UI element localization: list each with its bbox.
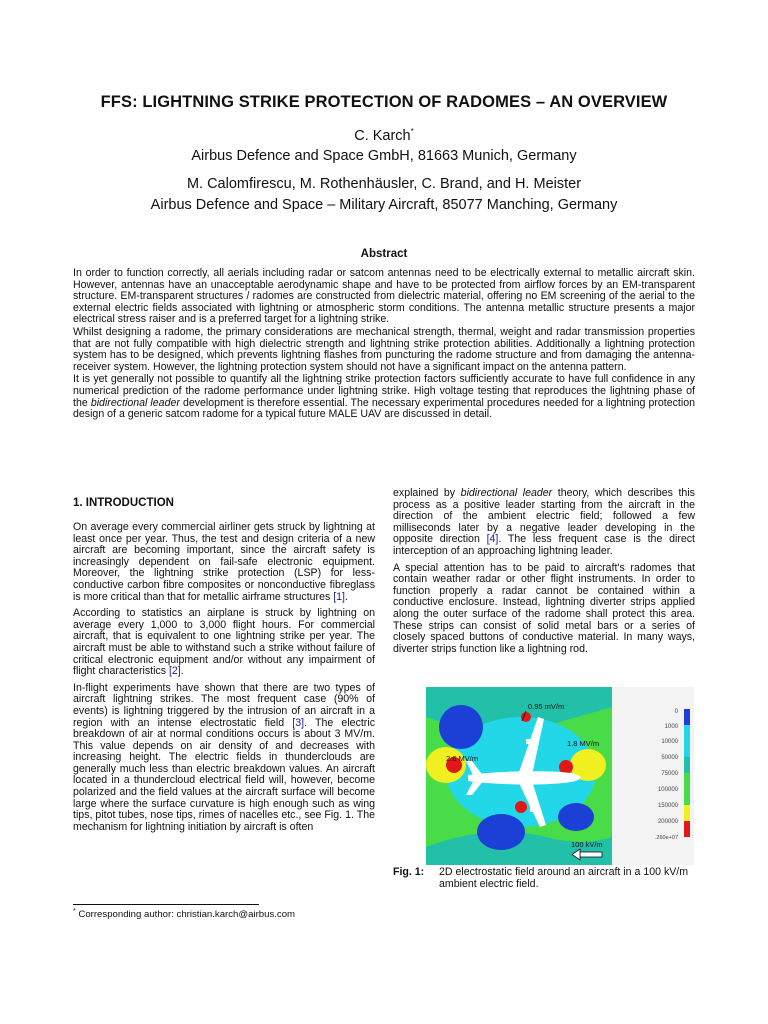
- scale-tick-label: 100000: [657, 787, 678, 793]
- emphasis: bidirectional leader: [460, 487, 553, 499]
- citation-link[interactable]: [1]: [333, 590, 345, 603]
- caption-label: Fig. 1:: [393, 866, 425, 878]
- abstract-heading: Abstract: [360, 248, 408, 260]
- scale-swatch: [684, 741, 690, 757]
- field-label-left: 2.6 MV/m: [446, 754, 479, 763]
- citation-link[interactable]: [3]: [292, 716, 305, 729]
- body-paragraph: A special attention has to be paid to aircraft's radomes that contain weather radar or other flight instruments. In order to function properly a radar cannot be contained within a conductive enclosure. Instead, lightning diverter strips applied along the outer surface of the radome shall protect this area. These strips can consist of solid metal bars or a series of closely spaced buttons of conductive material. In many ways, diverter strips function like a lightning rod.: [393, 561, 695, 655]
- field-label-right: 1.8 MV/m: [567, 739, 600, 748]
- paper-title: FFS: LIGHTNING STRIKE PROTECTION OF RADOMES – AN OVERVIEW: [100, 93, 668, 111]
- abstract-body: [73, 268, 695, 422]
- footnote-text: Corresponding author: christian.karch@airbus.com: [78, 909, 296, 921]
- body-paragraph: explained by bidirectional leader theory, which describes this process as a positive leader starting from the aircraft in the direction of the ambient electric field; followed a few milliseconds later by a negative leader developing in the opposite direction [4]. The less frequent case is the direct interception of an approaching lightning leader.: [393, 487, 695, 557]
- footnote-divider: [73, 904, 259, 905]
- field-label-top: 0.95 mV/m: [528, 702, 565, 711]
- field-region-lower-right: [558, 803, 594, 831]
- scale-swatch: [684, 789, 690, 805]
- citation-link[interactable]: [4]: [486, 533, 499, 546]
- author-name: C. Karch: [354, 127, 411, 144]
- scale-swatch: [684, 821, 690, 837]
- scale-swatch: [684, 725, 690, 741]
- scale-tick-label: 10000: [661, 739, 678, 745]
- left-column: [73, 522, 375, 838]
- author-line-1: [0, 127, 768, 144]
- citation-link[interactable]: [2]: [168, 665, 181, 678]
- body-paragraph: On average every commercial airliner gets struck by lightning at least once per year. Thus, the test and design criteria of a new aircraft are becoming important, since the aircraft safety is increasingly dependent on fail-safe electronic equipment. Moreover, the lightning strike protection (LSP) for less-conductive carbon fibre composites or nonconductive fibreglass is more critical than that for metallic airframe structures [1].: [73, 521, 375, 603]
- caption-text: 2D electrostatic field around an aircraft in a 100 kV/m ambient electric field.: [439, 866, 689, 890]
- affiliation-1: Airbus Defence and Space GmbH, 81663 Munich, Germany: [191, 148, 577, 164]
- field-peak-bottom: [515, 801, 527, 813]
- scale-tick-label: 150000: [657, 803, 678, 809]
- scale-tick-label: 1000: [664, 724, 678, 730]
- field-plot: [426, 687, 612, 865]
- emphasis: bidirectional leader: [90, 396, 180, 409]
- footnote-mark: *: [73, 908, 76, 915]
- scale-swatch: [684, 773, 690, 789]
- color-scale-legend: [622, 687, 694, 865]
- author-line-2: M. Calomfirescu, M. Rothenhäusler, C. Brand, and H. Meister: [186, 176, 582, 192]
- ambient-field-label: 100 kV/m: [571, 840, 603, 849]
- field-region-lower-left: [477, 814, 525, 850]
- scale-tick-label: .260e+07: [654, 835, 678, 841]
- scale-tick-label: 75000: [661, 771, 678, 777]
- affiliation-2: Airbus Defence and Space – Military Aircraft, 85077 Manching, Germany: [150, 197, 618, 213]
- scale-swatch: [684, 805, 690, 821]
- abstract-paragraph: It is yet generally not possible to quantify all the lightning strike protection factors sufficiently accurate to have full confidence in any numerical prediction of the radome performance under lightning strike. High voltage testing that reproduces the lightning phase of the bidirectional leader development is therefore essential. The necessary experimental procedures needed for a lightning protection design of a generic satcom radome for a typical future MALE UAV are discussed in detail.: [73, 373, 695, 421]
- author-footnote-mark: *: [410, 127, 414, 136]
- body-paragraph: According to statistics an airplane is struck by lightning on average every 1,000 to 3,000 flight hours. For commercial aircraft, that is equivalent to one lightning strike per year. The aircraft must be able to withstand such a strike without failure of critical electronic equipment and/or without any impairment of flight characteristics [2].: [73, 607, 375, 678]
- right-column: [393, 488, 695, 660]
- scale-tick-label: 200000: [657, 819, 678, 825]
- scale-tick-label: 0: [674, 709, 678, 715]
- abstract-paragraph: In order to function correctly, all aerials including radar or satcom antennas need to be electrically external to metallic aircraft skin. However, antennas have an unacceptable aerodynamic shape and have to be protected from airflow forces by an EM-transparent structure. EM-transparent structures / radomes are constructed from dielectric material, offering no EM screening of the aerial to the external electric fields associated with lightning or atmospheric storm conditions. The antenna metallic structure presents a major electrical stress raiser and is a preferred target for a lightning strike.: [73, 267, 695, 326]
- scale-swatch: [684, 757, 690, 773]
- field-region-upper-left: [439, 705, 483, 749]
- abstract-paragraph: Whilst designing a radome, the primary considerations are mechanical strength, thermal, weight and radar transmission properties that are not fully compatible with high dielectric strength and lightning strike protection abilities. Additionally a lightning protection system has to be designed, which prevents lightning flashes from puncturing the radome structure and from damaging the antenna-receiver system. However, the lightning protection system should not have a significant impact on the antenna pattern.: [73, 325, 695, 373]
- field-peak-right: [559, 760, 573, 774]
- scale-tick-label: 50000: [661, 755, 678, 761]
- body-paragraph: In-flight experiments have shown that there are two types of aircraft lightning strikes. The most frequent case (90% of events) is lightning triggered by the intrusion of an aircraft in a region with an intense electrostatic field [3]. The electric breakdown of air at normal conditions occurs is about 3 MV/m. This value depends on air density of and decreases with increasing height. The electric fields in thunderclouds are generally much less than electric breakdown values. An aircraft located in a thundercloud electrical field will, however, become polarized and the field values at the aircraft surface will become large where the surface curvature is high enough such as wing tips, pitot tubes, nose tips, rimes of nacelles etc., see Fig. 1. The mechanism for lightning initiation by aircraft is often: [73, 681, 375, 833]
- figure-1: [426, 687, 694, 865]
- footnote: [73, 908, 295, 920]
- scale-swatch: [684, 709, 690, 725]
- section-heading-introduction: 1. INTRODUCTION: [73, 497, 174, 509]
